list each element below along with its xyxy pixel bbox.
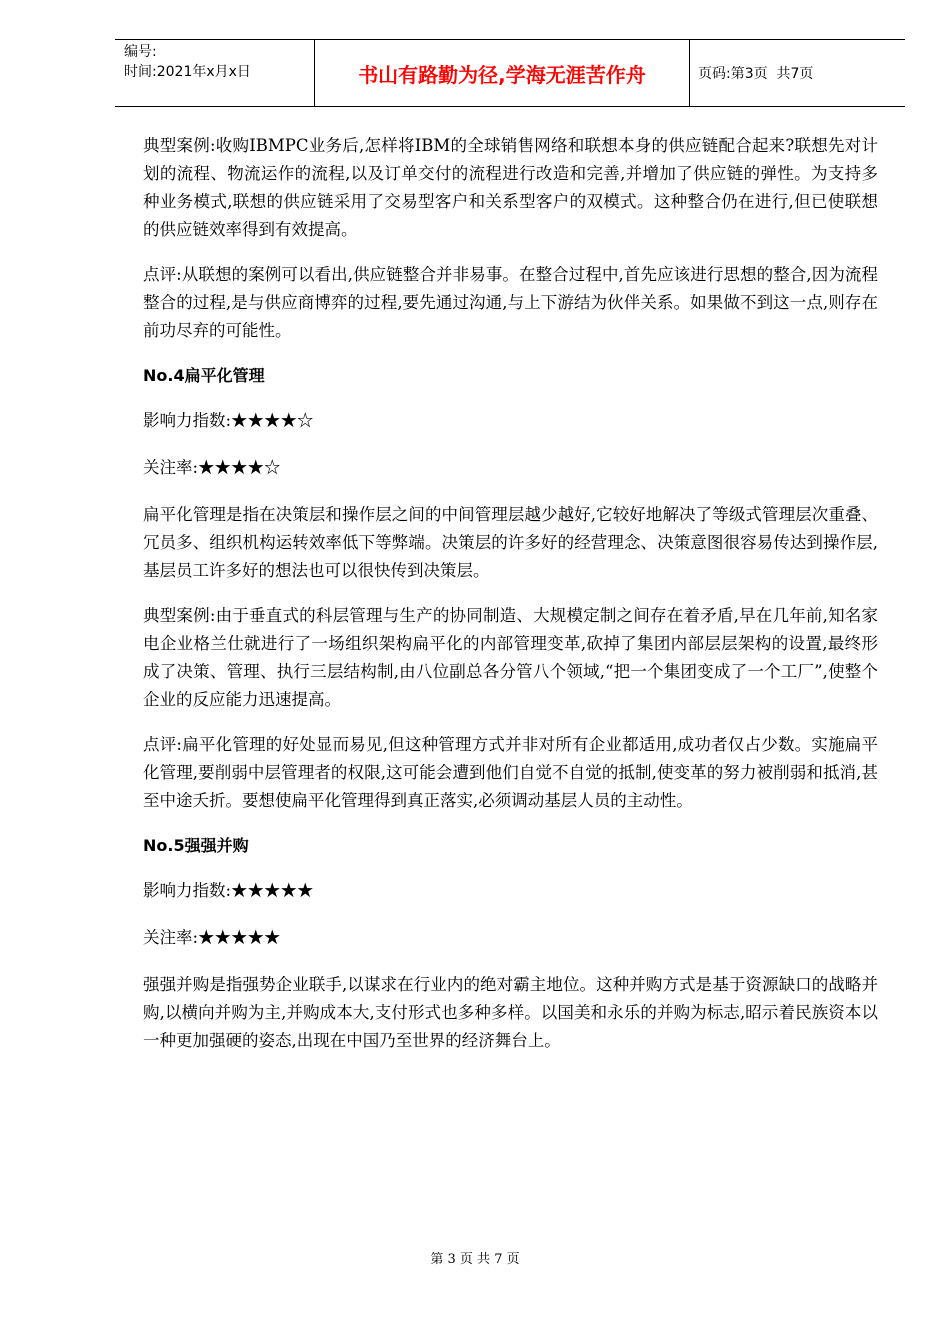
paragraph-case-galanz: 典型案例:由于垂直式的科层管理与生产的协同制造、大规模定制之间存在着矛盾,早在几年前,知名家电企业格兰仕就进行了一场组织架构扁平化的内部管理变革,砍掉了集团内部层层架构的设置,最终形成了决策、管理、执行三层结构制,由八位副总各分管八个领域,“把一个集团变成了一个工厂”,使整个企业的反应能力迅速提高。 xyxy=(143,606,878,709)
paragraph-comment-lenovo: 点评:从联想的案例可以看出,供应链整合并非易事。在整合过程中,首先应该进行思想的整合,因为流程整合的过程,是与供应商博弈的过程,要先通过沟通,与上下游结为伙伴关系。如果做不到这一点,则存在前功尽弃的可能性。 xyxy=(143,265,878,340)
paragraph-case-lenovo: 典型案例:收购IBMPC业务后,怎样将IBM的全球销售网络和联想本身的供应链配合起来?联想先对计划的流程、物流运作的流程,以及订单交付的流程进行改造和完善,并增加了供应链的弹性。为支持多种业务模式,联想的供应链采用了交易型客户和关系型客户的双模式。这种整合仍在进行,但已使联想的供应链效率得到有效提高。 xyxy=(143,136,878,239)
page-info-text: 页码:第3页 共7页 xyxy=(698,66,814,82)
paragraph-comment-flat-management: 点评:扁平化管理的好处显而易见,但这种管理方式并非对所有企业都适用,成功者仅占少数。实施扁平化管理,要削弱中层管理者的权限,这可能会遭到他们自觉不自觉的抵制,使变革的努力被削弱和抵消,甚至中途夭折。要想使扁平化管理得到真正落实,必须调动基层人员的主动性。 xyxy=(143,735,878,810)
rating-attention-no4: 关注率:★★★★☆ xyxy=(143,458,281,477)
section-heading-no5: No.5强强并购 xyxy=(143,836,249,855)
header-page-info xyxy=(690,40,905,106)
rating-attention-no5: 关注率:★★★★★ xyxy=(143,928,281,947)
document-body xyxy=(143,132,878,1072)
paragraph-flat-management-definition: 扁平化管理是指在决策层和操作层之间的中间管理层越少越好,它较好地解决了等级式管理层次重叠、冗员多、组织机构运转效率低下等弊端。决策层的许多好的经营理念、决策意图很容易传达到操作层,基层员工许多好的想法也可以很快传到决策层。 xyxy=(143,505,878,580)
number-label: 编号: xyxy=(124,44,157,60)
paragraph-strong-merger-definition: 强强并购是指强势企业联手,以谋求在行业内的绝对霸主地位。这种并购方式是基于资源缺口的战略并购,以横向并购为主,并购成本大,支付形式也多种多样。以国美和永乐的并购为标志,昭示着民族资本以一种更加强硬的姿态,出现在中国乃至世界的经济舞台上。 xyxy=(143,975,878,1050)
header-meta xyxy=(115,40,315,106)
rating-influence-no4: 影响力指数:★★★★☆ xyxy=(143,411,314,430)
section-heading-no4: No.4扁平化管理 xyxy=(143,366,265,385)
footer-page-number: 第 3 页 共 7 页 xyxy=(430,1252,520,1267)
page-footer xyxy=(0,1248,950,1267)
rating-influence-no5: 影响力指数:★★★★★ xyxy=(143,881,314,900)
time-label: 时间:2021年x月x日 xyxy=(124,64,251,80)
header-motto: 书山有路勤为径,学海无涯苦作舟 xyxy=(315,40,690,106)
page-header xyxy=(115,39,905,107)
